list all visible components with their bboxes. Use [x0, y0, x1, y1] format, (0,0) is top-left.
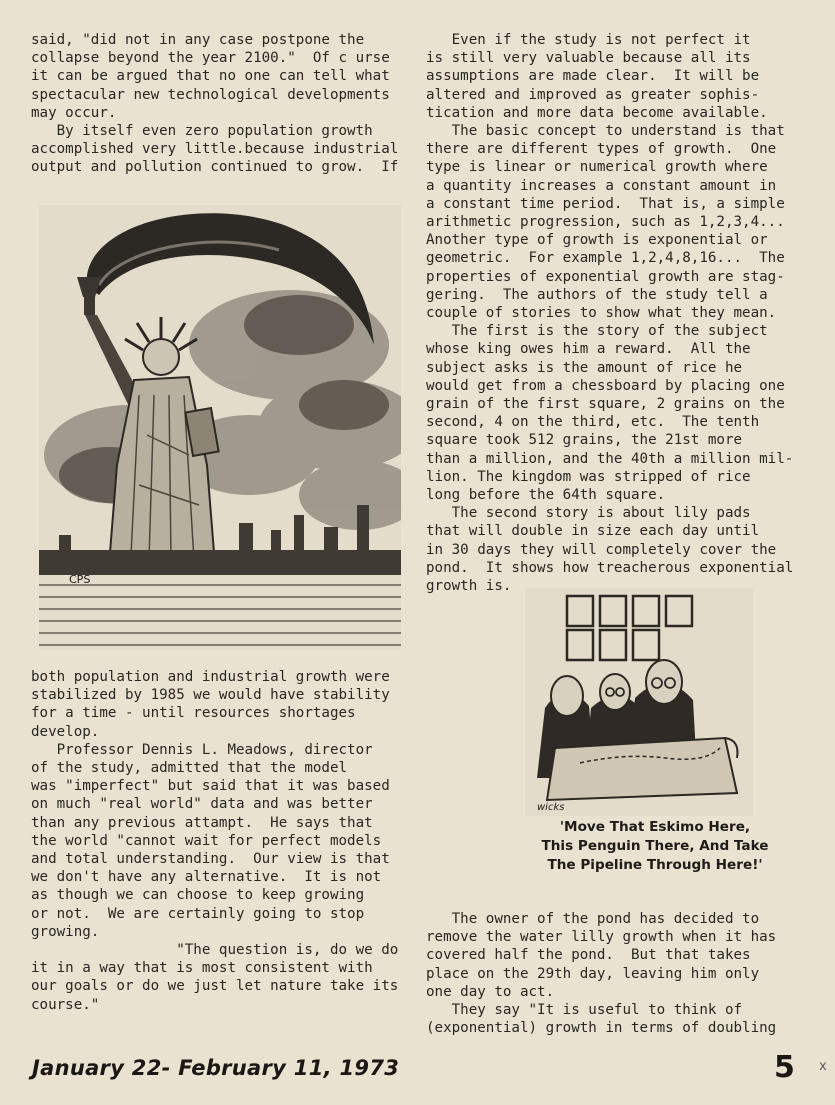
text-line: the world "cannot wait for perfect models — [31, 832, 382, 849]
text-line: couple of stories to show what they mean. — [426, 305, 777, 322]
text-line: (exponential) growth in terms of doubling — [426, 1020, 777, 1037]
text-line: properties of exponential growth are stag- — [426, 268, 785, 285]
text-line: place on the 29th day, leaving him only — [426, 965, 760, 982]
text-line: square took 512 grains, the 21st more — [426, 432, 743, 449]
text-line: The second story is about lily pads — [426, 505, 751, 522]
text-line: pond. It shows how treacherous exponential — [426, 559, 794, 576]
text-line: may occur. — [31, 104, 117, 121]
text-line: remove the water lilly growth when it has — [426, 929, 777, 946]
text-line: is still very valuable because all its — [426, 50, 751, 67]
text-line: growing. — [31, 923, 100, 940]
text-line: and total understanding. Our view is that — [31, 851, 390, 868]
caption-line: The Pipeline Through Here!' — [547, 857, 763, 873]
text-line: The basic concept to understand is that — [426, 123, 785, 140]
text-line: both population and industrial growth were — [31, 669, 390, 685]
text-line: subject asks is the amount of rice he — [426, 359, 743, 376]
text-line: of the study, admitted that the model — [31, 760, 348, 777]
text-line: said, "did not in any case postpone the — [31, 32, 365, 48]
text-line: than any previous attampt. He says that — [31, 814, 373, 831]
text-line: in 30 days they will completely cover the — [426, 541, 777, 558]
text-line: geometric. For example 1,2,4,8,16... The — [426, 250, 785, 267]
text-line: long before the 64th square. — [426, 487, 666, 504]
text-line: as though we can choose to keep growing — [31, 887, 365, 904]
text-line: They say "It is useful to think of — [426, 1002, 743, 1019]
text-line: a quantity increases a constant amount in — [426, 177, 777, 194]
text-line: or not. We are certainly going to stop — [31, 905, 365, 922]
text-line: Professor Dennis L. Meadows, director — [31, 741, 373, 758]
text-line: develop. — [31, 723, 100, 740]
text-line: growth is. — [426, 578, 512, 595]
text-line: one day to act. — [426, 983, 555, 1000]
text-line: collapse beyond the year 2100." Of c urse — [31, 50, 390, 67]
text-line: Even if the study is not perfect it — [426, 32, 751, 48]
text-line: it in a way that is most consistent with — [31, 960, 373, 977]
text-line: there are different types of growth. One — [426, 141, 777, 158]
caption-line: 'Move That Eskimo Here, — [559, 819, 751, 835]
text-line: course." — [31, 996, 100, 1013]
eskimo-pipeline-cartoon — [525, 588, 753, 816]
page-number: 5 — [774, 1050, 795, 1085]
footer-date: January 22- February 11, 1973 — [32, 1056, 400, 1080]
text-line: gering. The authors of the study tell a — [426, 286, 768, 303]
text-line: "The question is, do we do — [31, 942, 399, 959]
text-line: By itself even zero population growth — [31, 123, 373, 140]
text-line: that will double in size each day until — [426, 523, 760, 540]
text-line: was "imperfect" but said that it was based — [31, 778, 390, 795]
left-column-top — [31, 31, 398, 177]
text-line: output and pollution continued to grow. If — [31, 159, 399, 176]
text-line: accomplished very little.because industrial — [31, 141, 399, 158]
text-line: stabilized by 1985 we would have stability — [31, 687, 390, 704]
text-line: a constant time period. That is, a simple — [426, 195, 785, 212]
text-line: it can be argued that no one can tell what — [31, 68, 390, 85]
text-line: arithmetic progression, such as 1,2,3,4... — [426, 214, 785, 231]
text-line: type is linear or numerical growth where — [426, 159, 768, 176]
margin-mark: x — [819, 1059, 827, 1074]
artist-signature: CPS — [69, 573, 91, 586]
artist-signature: wicks — [537, 802, 565, 813]
text-line: on much "real world" data and was better — [31, 796, 373, 813]
text-line: covered half the pond. But that takes — [426, 947, 751, 964]
cartoon-caption — [500, 818, 810, 875]
text-line: than a million, and the 40th a million mil- — [426, 450, 794, 467]
text-line: lion. The kingdom was stripped of rice — [426, 468, 751, 485]
left-column-bottom — [31, 668, 398, 1014]
statue-of-liberty-illustration — [39, 205, 401, 650]
text-line: for a time - until resources shortages — [31, 705, 356, 722]
text-line: Another type of growth is exponential or — [426, 232, 768, 249]
text-line: The owner of the pond has decided to — [426, 911, 760, 927]
text-line: The first is the story of the subject — [426, 323, 768, 340]
right-column-top — [426, 31, 793, 595]
text-line: would get from a chessboard by placing one — [426, 377, 785, 394]
text-line: altered and improved as greater sophis- — [426, 86, 760, 103]
text-line: grain of the first square, 2 grains on the — [426, 396, 785, 413]
text-line: tication and more data become available. — [426, 104, 768, 121]
text-line: spectacular new technological developments — [31, 86, 390, 103]
caption-line: This Penguin There, And Take — [541, 838, 769, 854]
text-line: our goals or do we just let nature take its — [31, 978, 399, 995]
text-line: whose king owes him a reward. All the — [426, 341, 751, 358]
right-column-bottom — [426, 910, 776, 1037]
text-line: assumptions are made clear. It will be — [426, 68, 760, 85]
text-line: we don't have any alternative. It is not — [31, 869, 382, 886]
text-line: second, 4 on the third, etc. The tenth — [426, 414, 760, 431]
